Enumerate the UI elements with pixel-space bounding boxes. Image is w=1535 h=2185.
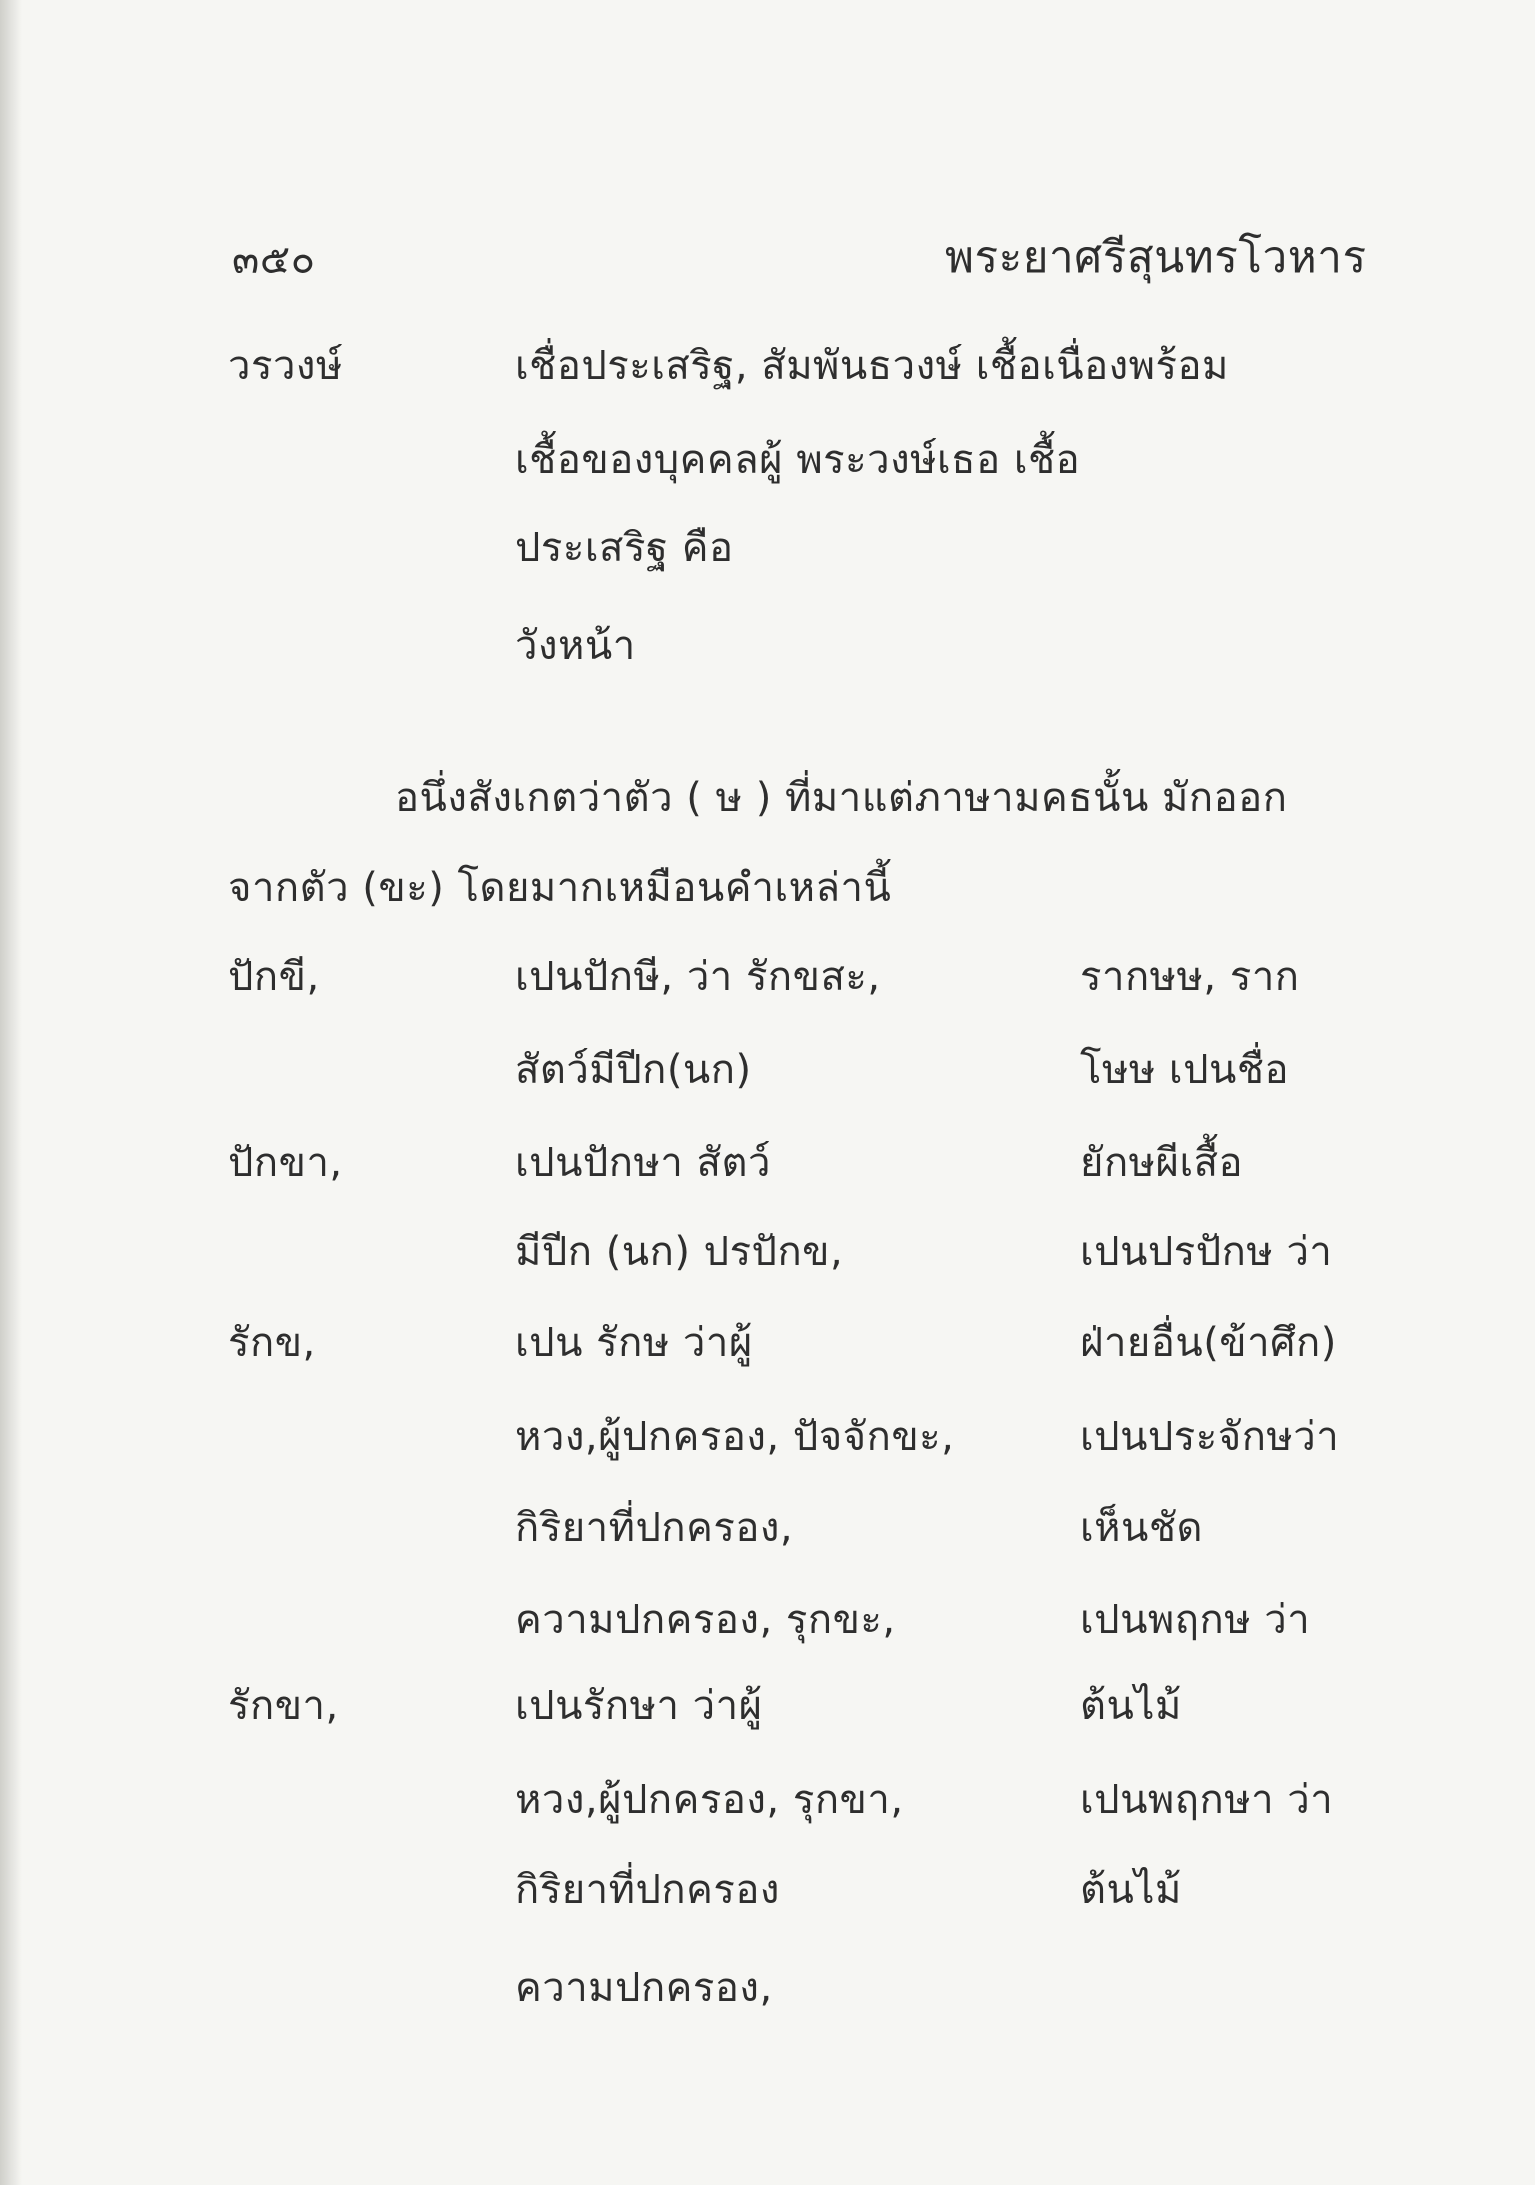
entry-line: วังหน้า	[515, 623, 636, 669]
paragraph-line-1: อนึ่งสังเกตว่าตัว ( ษ ) ที่มาแต่ภาษามคธนั้น มักออก	[395, 775, 1288, 821]
table-cell-gloss: มีปีก (นก) ปรปักข,	[515, 1229, 844, 1275]
paragraph-line-2: จากตัว (ขะ) โดยมากเหมือนคำเหล่านี้	[228, 865, 892, 911]
page-number: ๓๕๐	[232, 237, 316, 283]
table-cell-gloss: เปนรักษา ว่าผู้	[515, 1683, 763, 1729]
table-cell-term: ปักขา,	[228, 1140, 343, 1186]
table-cell-term: ปักขี,	[228, 954, 320, 1000]
table-cell-right: เปนปรปักษ ว่า	[1080, 1229, 1333, 1275]
table-cell-gloss: หวง,ผู้ปกครอง, ปัจจักขะ,	[515, 1414, 955, 1460]
table-cell-gloss: กิริยาที่ปกครอง,	[515, 1505, 794, 1551]
running-title: พระยาศรีสุนทรโวหาร	[945, 232, 1367, 283]
table-cell-right: เห็นชัด	[1080, 1505, 1204, 1551]
table-cell-gloss: เปน รักษ ว่าผู้	[515, 1320, 753, 1366]
page-edge-shadow	[0, 0, 22, 2185]
table-cell-right: ฝ่ายอื่น(ข้าศึก)	[1080, 1320, 1337, 1366]
table-cell-gloss: สัตว์มีปีก(นก)	[515, 1047, 752, 1093]
table-cell-right: ต้นไม้	[1080, 1867, 1182, 1913]
table-cell-gloss: หวง,ผู้ปกครอง, รุกขา,	[515, 1777, 904, 1823]
table-cell-gloss: ความปกครอง, รุกขะ,	[515, 1597, 896, 1643]
table-cell-right: ยักษผีเสื้อ	[1080, 1140, 1244, 1186]
table-cell-term: รักขา,	[228, 1683, 339, 1729]
table-cell-right: เปนประจักษว่า	[1080, 1414, 1340, 1460]
entry-line: เชื่อประเสริฐ, สัมพันธวงษ์ เชื้อเนื่องพร้อม	[515, 343, 1229, 389]
table-cell-term: รักข,	[228, 1320, 316, 1366]
table-cell-gloss: เปนปักษี, ว่า รักขสะ,	[515, 954, 881, 1000]
table-cell-right: เปนพฤกษ ว่า	[1080, 1597, 1311, 1643]
entry-term: วรวงษ์	[228, 343, 343, 389]
entry-line: ประเสริฐ คือ	[515, 525, 734, 571]
table-cell-gloss: กิริยาที่ปกครอง	[515, 1867, 780, 1913]
entry-line: เชื้อของบุคคลผู้ พระวงษ์เธอ เชื้อ	[515, 437, 1081, 483]
table-cell-gloss: เปนปักษา สัตว์	[515, 1140, 771, 1186]
table-cell-right: เปนพฤกษา ว่า	[1080, 1777, 1334, 1823]
table-cell-right: รากษษ, ราก	[1080, 954, 1300, 1000]
table-cell-right: โษษ เปนชื่อ	[1080, 1047, 1290, 1093]
table-cell-gloss: ความปกครอง,	[515, 1965, 773, 2011]
table-cell-right: ต้นไม้	[1080, 1683, 1182, 1729]
